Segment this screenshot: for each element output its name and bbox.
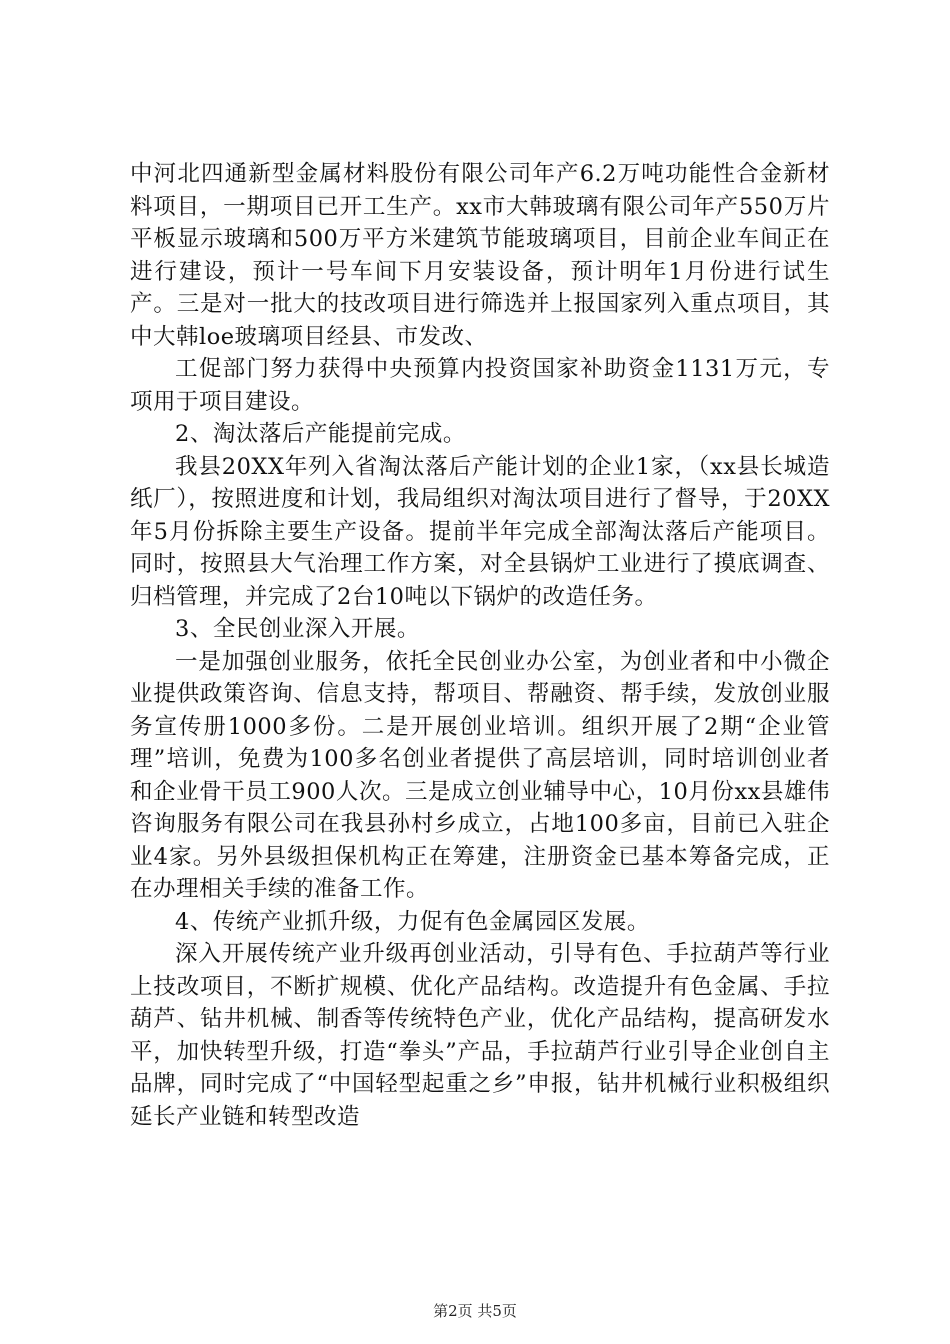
page-number-footer: 第2页 共5页 [433,1302,517,1320]
paragraph-project-progress: 中河北四通新型金属材料股份有限公司年产6.2万吨功能性合金新材料项目，一期项目已开工生产。xx市大韩玻璃有限公司年产550万片平板显示玻璃和500万平方米建筑节能玻璃项目，目前企业车间正在进行建设，预计一号车间下月安装设备，预计明年1月份进行试生产。三是对一批大的技改项目进行筛选并上报国家列入重点项目，其中大韩loe玻璃项目经县、市发改、 [130,161,830,350]
section-heading-3: 3、全民创业深入开展。 [175,616,420,642]
paragraph-entrepreneurship: 一是加强创业服务，依托全民创业办公室，为创业者和中小微企业提供政策咨询、信息支持，帮项目、帮融资、帮手续，发放创业服务宣传册1000多份。二是开展创业培训。组织开展了2期“企业管理”培训，免费为100多名创业者提供了高层培训，同时培训创业者和企业骨干员工900人次。三是成立创业辅导中心，10月份xx县雄伟咨询服务有限公司在我县孙村乡成立，占地100多亩，目前已入驻企业4家。另外县级担保机构正在筹建，注册资金已基本筹备完成，正在办理相关手续的准备工作。 [130,648,830,902]
section-heading-4: 4、传统产业抓升级，力促有色金属园区发展。 [175,908,650,935]
paragraph-industry-upgrade: 深入开展传统产业升级再创业活动，引导有色、手拉葫芦等行业上技改项目，不断扩规模、优化产品结构。改造提升有色金属、手拉葫芦、钻井机械、制香等传统特色产业，优化产品结构，提高研发水平，加快转型升级，打造“拳头”产品，手拉葫芦行业引导企业创自主品牌，同时完成了“中国轻型起重之乡”申报，钻井机械行业积极组织延长产业链和转型改造 [130,941,830,1130]
paragraph-subsidy: 工促部门努力获得中央预算内投资国家补助资金1131万元，专项用于项目建设。 [130,356,830,415]
paragraph-eliminate-capacity: 我县20XX年列入省淘汰落后产能计划的企业1家，（xx县长城造纸厂），按照进度和计划，我局组织对淘汰项目进行了督导，于20XX年5月份拆除主要生产设备。提前半年完成全部淘汰落后产能项目。同时，按照县大气治理工作方案，对全县锅炉工业进行了摸底调查、归档管理，并完成了2台10吨以下锅炉的改造任务。 [130,453,830,610]
section-heading-2: 2、淘汰落后产能提前完成。 [175,421,466,447]
document-body [130,158,830,1133]
